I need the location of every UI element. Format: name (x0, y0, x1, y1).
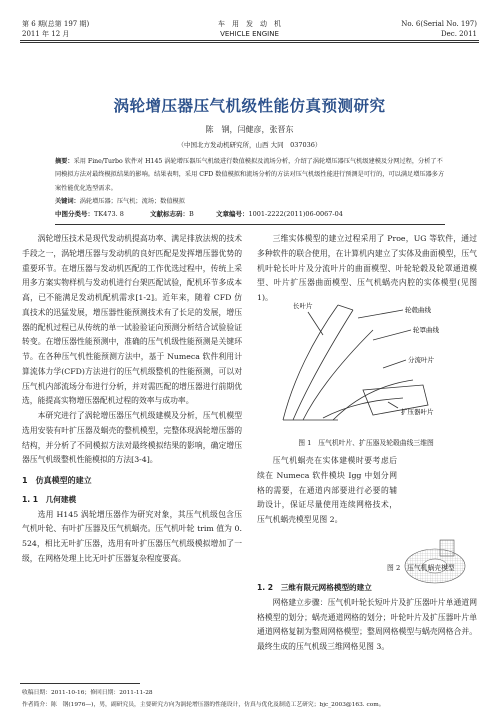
article-id-label: 文章编号： (215, 210, 249, 218)
abstract (55, 155, 445, 209)
clc-value: TK473. 8 (94, 210, 124, 218)
clc-label: 中图分类号： (55, 210, 94, 218)
serial-number: No. 6(Serial No. 197) (401, 20, 477, 28)
right-column-bottom (257, 581, 477, 655)
serial-date: Dec. 2011 (441, 30, 477, 38)
header-rule-thin (20, 42, 479, 43)
article-id-value: 1001-2222(2011)06-0067-04 (248, 210, 343, 218)
affiliation: （中国北方发动机研究所，山西 大同 037036） (177, 141, 322, 149)
label-shroud-curve: 轮罩曲线 (413, 326, 439, 334)
figure-2-caption: 图 2 压气机蜗壳模型 (387, 564, 455, 572)
body-paragraph: 网格建立步骤：压气机叶轮长短叶片及扩压器叶片单通道网格模型的划分；蜗壳通道网格的划分；叶轮叶片及扩压器叶片单通道网格复制为整周网格模型；整周网格模型与蜗壳网格合并。最终生成的压气机级三维网格见图 3。 (257, 597, 477, 651)
body-paragraph: 涡轮增压技术是现代发动机提高功率、满足排放法规的技术手段之一，涡轮增压器与发动机的良好匹配是发挥增压器优势的重要环节。在增压器与发动机匹配的工作优选过程中，传统上采用多方案实物样机与发动机进行台架匹配试验，配机环节多成本高，已不能满足发动机配机需求[1-2]。近年来，随着 CFD 仿真技术的迅猛发展，增压器性能预测技术有了长足的发展，增压器的配机过程已从传统的单一试验验证向预测分析结合试验验证转变。在增压器性能预测中，准确的压气机级性能预测是关键环节。在各种压气机性能预测方法中，基于 Numeca 软件利用计算流体力学(CFD)方法进行的压气机级整机的性能预测，可以对压气机内部流场分布进行分析，并对需匹配的增压器进行前期优选，能提高实物增压器配机过程的效率与成功率。 (22, 234, 242, 406)
doc-code-value: B (189, 210, 194, 218)
keywords-text: 涡轮增压器；压气机；流场；数值模拟 (79, 198, 185, 206)
body-paragraph: 选用 H145 涡轮增压器作为研究对象，其压气机级包含压气机叶轮、有叶扩压器及压气机蜗壳。压气机叶轮 trim 值为 0. 524，相比无叶扩压器，选用有叶扩压器压气机级模拟增加了一级，在网格处理上比无叶扩压器复杂程度要高。 (22, 509, 242, 563)
received-date: 收稿日期：2011-10-16；修回日期：2011-11-28 (22, 690, 153, 696)
footnote-rule (20, 683, 140, 684)
subsection-heading: 1. 2 三维有限元网格模型的建立 (257, 583, 372, 592)
body-paragraph: 三维实体模型的建立过程采用了 Proe，UG 等软件，通过多种软件的联合使用，在计算机内建立了实体及曲面模型，压气机叶轮长叶片及分流叶片的曲面模型、叶轮轮毂及轮罩通道模型、叶片扩压器曲面模型、压气机蜗壳内腔的实体模型(见图 1)。 (257, 234, 477, 302)
abstract-label: 摘要： (55, 158, 74, 165)
subsection-heading: 1. 1 几何建模 (22, 494, 77, 504)
paper-title: 涡轮增压器压气机级性能仿真预测研究 (113, 97, 386, 115)
doc-code-label: 文献标志码： (150, 210, 190, 218)
issue-number: 第 6 期(总第 197 期) (22, 20, 90, 28)
header-rule (20, 40, 479, 41)
right-column-mid (257, 454, 477, 528)
body-paragraph: 本研究进行了涡轮增压器压气机级建模及分析，压气机模型选用安装有叶扩压器及蜗壳的整机模型，完整体现涡轮增压器的结构，并分析了不同模拟方法对最终模拟结果的影响，确定增压器压气机级整机性能模拟的方法[3-4]。 (22, 411, 242, 465)
label-long-blade: 长叶片 (293, 302, 313, 310)
left-column (22, 232, 242, 567)
label-diffuser-blade: 扩压器叶片 (401, 408, 434, 416)
section-heading: 1 仿真模型的建立 (22, 476, 92, 485)
figure-1-caption: 图 1 压气机叶片、扩压器及轮毂曲线三维图 (298, 439, 434, 447)
classification (55, 209, 343, 218)
issue-date: 2011 年 12 月 (22, 30, 70, 38)
figure-1-impeller-diagram (263, 290, 469, 430)
authors: 陈 钢，闫健彦，张晋东 (205, 125, 294, 134)
author-info: 作者简介：陈 钢(1976—)，男，副研究员，主要研究方向为涡轮增压器的性能设计，仿真与优化及制造工艺研究；bjc_2003@163. com。 (22, 702, 385, 708)
label-hub-curve: 轮毂曲线 (405, 306, 431, 314)
journal-name-cn: 车 用 发 动 机 (218, 20, 281, 28)
abstract-text: 采用 Fine/Turbo 软件对 H145 涡轮增压器压气机级进行数值模拟及流场分析，介绍了涡轮增压器压气机级建模及分网过程，分析了不同模拟方法对最终模拟结果的影响。结果表明，采用 CFD 数值模拟和流场分析的方法对压气机级性能进行预测是可行的，可以满足增压器多方案性能优化选型需求。 (55, 158, 445, 192)
journal-name-en: VEHICLE ENGINE (220, 30, 279, 38)
label-splitter-blade: 分流叶片 (408, 356, 434, 364)
abstract-rule (55, 224, 445, 225)
body-paragraph: 压气机蜗壳在实体建模时要考虑后续在 Numeca 软件模块 Igg 中划分网格的需要，在通道内部要进行必要的辅助设计，保证尽量使用连续网格技术，压气机蜗壳模型见图 2。 (257, 456, 397, 524)
keywords-label: 关键词： (55, 198, 80, 206)
